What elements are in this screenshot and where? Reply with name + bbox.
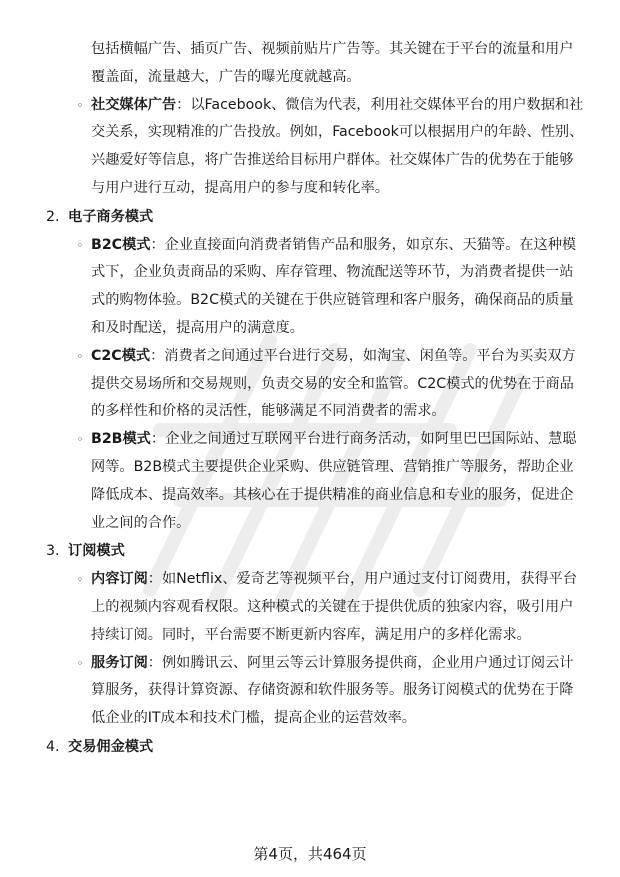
item-term: 内容订阅 [91, 571, 148, 588]
list-item-service-subscription [46, 650, 586, 733]
hollow-bullet-icon: ◦ [76, 238, 84, 252]
item-text: ：如Netflix、爱奇艺等视频平台，用户通过支付订阅费用，获得平台上的视频内容观看权限。这种模式的关键在于提供优质的独家内容，吸引用户持续订阅。同时，平台需要不断更新内容库，满足用户的多样化需求。 [91, 571, 578, 643]
section-heading-commission [46, 734, 586, 762]
hollow-bullet-icon: ◦ [76, 573, 84, 587]
section-number: 4. [46, 738, 60, 755]
item-term: 服务订阅 [91, 654, 148, 671]
item-text: ：消费者之间通过平台进行交易，如淘宝、闲鱼等。平台为买卖双方提供交易场所和交易规则，负责交易的安全和监管。C2C模式的优势在于商品的多样性和价格的灵活性，能够满足不同消费者的需求。 [91, 347, 576, 420]
item-term: B2C模式 [91, 236, 151, 253]
item-term: B2B模式 [91, 431, 151, 448]
page-number-footer: 第4页，共464页 [253, 845, 367, 863]
section-number: 3. [46, 543, 60, 560]
item-text: ：以Facebook、微信为代表，利用社交媒体平台的用户数据和社交关系，实现精准的广告投放。例如，Facebook可以根据用户的年龄、性别、兴趣爱好等信息，将广告推送给目标用户群体。社交媒体广告的优势在于能够与用户进行互动，提高用户的参与度和转化率。 [91, 96, 584, 196]
hollow-bullet-icon: ◦ [76, 98, 84, 112]
section-title: 电子商务模式 [68, 208, 154, 225]
document-content [46, 36, 586, 762]
item-text: ：企业之间通过互联网平台进行商务活动，如阿里巴巴国际站、慧聪网等。B2B模式主要提供企业采购、供应链管理、营销推广等服务，帮助企业降低成本、提高效率。其核心在于提供精准的商业信息和专业的服务，促进企业之间的合作。 [91, 431, 577, 531]
list-item-social-ads [46, 92, 586, 203]
item-term: C2C模式 [91, 347, 151, 364]
section-number: 2. [46, 208, 60, 225]
intro-text: 包括横幅广告、插页广告、视频前贴片广告等。其关键在于平台的流量和用户覆盖面，流量越大，广告的曝光度就越高。 [91, 41, 574, 85]
intro-paragraph [46, 36, 586, 92]
list-item-c2c [46, 343, 586, 426]
list-item-content-subscription [46, 566, 586, 649]
list-item-b2c [46, 232, 586, 343]
item-term: 社交媒体广告 [91, 96, 177, 113]
hollow-bullet-icon: ◦ [76, 656, 84, 670]
section-title: 订阅模式 [68, 543, 125, 560]
item-text: ：企业直接面向消费者销售产品和服务，如京东、天猫等。在这种模式下，企业负责商品的采购、库存管理、物流配送等环节，为消费者提供一站式的购物体验。B2C模式的关键在于供应链管理和客户服务，确保商品的质量和及时配送，提高用户的满意度。 [91, 236, 577, 336]
section-title: 交易佣金模式 [68, 738, 154, 755]
item-text: ：例如腾讯云、阿里云等云计算服务提供商，企业用户通过订阅云计算服务，获得计算资源、存储资源和软件服务等。服务订阅模式的优势在于降低企业的IT成本和技术门槛，提高企业的运营效率。 [91, 654, 574, 727]
section-heading-ecommerce [46, 204, 586, 232]
hollow-bullet-icon: ◦ [76, 349, 84, 363]
hollow-bullet-icon: ◦ [76, 433, 84, 447]
list-item-b2b [46, 426, 586, 537]
section-heading-subscription [46, 538, 586, 566]
